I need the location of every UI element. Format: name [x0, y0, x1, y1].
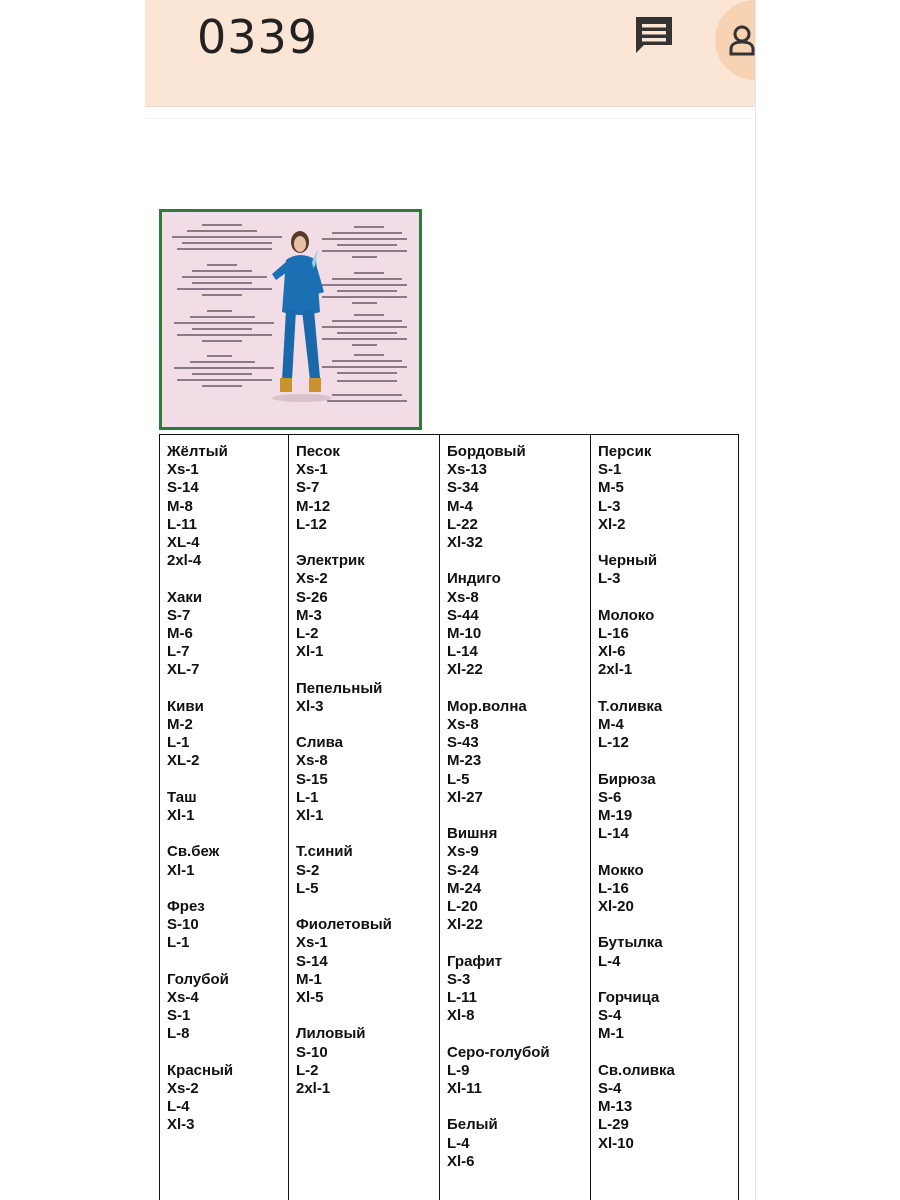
size-stock-line: S-7: [296, 479, 320, 497]
size-stock-line: L-5: [447, 770, 470, 788]
size-stock-line: L-12: [296, 515, 327, 533]
size-stock-line: Xl-22: [447, 661, 483, 679]
stock-column: [289, 435, 440, 1200]
product-photo[interactable]: [159, 209, 422, 430]
color-group: [447, 570, 590, 679]
color-name: Мор.волна: [447, 697, 527, 715]
size-stock-line: M-12: [296, 497, 331, 515]
size-stock-line: L-3: [598, 497, 621, 515]
color-name: Молоко: [598, 606, 655, 624]
size-stock-line: L-11: [447, 989, 478, 1007]
size-stock-line: S-7: [167, 606, 191, 624]
size-stock-line: S-15: [296, 770, 328, 788]
size-stock-line: S-2: [296, 861, 320, 879]
stock-column: [440, 435, 591, 1200]
size-stock-line: L-4: [447, 1134, 470, 1152]
color-name: Пепельный: [296, 679, 383, 697]
size-stock-line: M-8: [167, 497, 193, 515]
color-name: Бирюза: [598, 770, 656, 788]
size-stock-line: Xl-3: [296, 697, 324, 715]
color-name: Индиго: [447, 570, 501, 588]
size-stock-line: L-8: [167, 1025, 190, 1043]
size-stock-line: S-4: [598, 1079, 622, 1097]
color-name: Хаки: [167, 588, 203, 606]
color-name: Лиловый: [296, 1025, 366, 1043]
stock-column: [591, 435, 738, 1200]
size-stock-line: Xl-32: [447, 534, 483, 552]
size-stock-line: S-44: [447, 606, 479, 624]
color-group: [296, 443, 439, 534]
stock-table: [159, 434, 739, 1200]
size-stock-line: Xs-9: [447, 843, 479, 861]
size-stock-line: Xl-1: [167, 807, 195, 825]
color-name: Жёлтый: [167, 443, 228, 460]
size-stock-line: L-16: [598, 879, 629, 897]
stock-column: [160, 435, 289, 1200]
color-group: [598, 989, 738, 1044]
size-stock-line: S-34: [447, 479, 479, 497]
size-stock-line: L-1: [167, 934, 190, 952]
color-group: [296, 1025, 439, 1098]
color-group: [447, 698, 590, 807]
color-name: Серо-голубой: [447, 1043, 550, 1061]
color-group: [167, 789, 288, 825]
color-group: [167, 443, 288, 570]
color-name: Бутылка: [598, 934, 663, 952]
size-stock-line: L-14: [598, 825, 629, 843]
color-group: [447, 825, 590, 934]
size-stock-line: L-3: [598, 570, 621, 588]
size-stock-line: L-11: [167, 515, 198, 533]
color-name: Красный: [167, 1061, 234, 1079]
size-stock-line: Xs-13: [447, 461, 488, 479]
color-name: Фрез: [167, 898, 205, 915]
size-stock-line: Xl-10: [598, 1134, 634, 1152]
header-divider: [145, 118, 755, 119]
size-stock-line: Xl-3: [167, 1116, 195, 1134]
chat-button[interactable]: [629, 10, 679, 60]
color-group: [447, 1116, 590, 1171]
size-stock-line: Xl-22: [447, 916, 483, 934]
size-stock-line: S-26: [296, 588, 328, 606]
person-icon: [729, 24, 755, 56]
color-name: Черный: [598, 552, 658, 570]
color-name: Бордовый: [447, 443, 526, 460]
color-group: [598, 443, 738, 534]
color-group: [296, 680, 439, 716]
size-stock-line: S-14: [167, 479, 199, 497]
color-name: Вишня: [447, 825, 498, 843]
color-name: Горчица: [598, 988, 660, 1006]
color-group: [598, 862, 738, 917]
account-button[interactable]: [715, 0, 756, 80]
size-stock-line: M-13: [598, 1098, 633, 1116]
size-stock-line: Xl-1: [167, 861, 195, 879]
size-stock-line: L-14: [447, 643, 478, 661]
size-stock-line: XL-7: [167, 661, 200, 679]
color-name: Мокко: [598, 861, 644, 879]
color-name: Слива: [296, 734, 343, 752]
color-name: Т.синий: [296, 843, 353, 861]
color-group: [296, 734, 439, 825]
size-stock-line: XL-4: [167, 534, 200, 552]
size-stock-line: M-23: [447, 752, 482, 770]
color-group: [167, 698, 288, 771]
color-name: Белый: [447, 1116, 498, 1134]
size-stock-line: L-22: [447, 515, 478, 533]
size-stock-line: M-4: [447, 497, 473, 515]
size-stock-line: S-6: [598, 788, 622, 806]
size-stock-line: L-20: [447, 898, 478, 916]
color-group: [598, 934, 738, 970]
size-stock-line: M-5: [598, 479, 624, 497]
size-stock-line: M-1: [598, 1025, 624, 1043]
size-stock-line: Xl-8: [447, 1007, 475, 1025]
size-stock-line: S-14: [296, 952, 328, 970]
size-stock-line: M-2: [167, 716, 193, 734]
color-name: Электрик: [296, 552, 365, 570]
color-group: [447, 1044, 590, 1099]
size-stock-line: M-6: [167, 625, 193, 643]
size-stock-line: M-3: [296, 606, 322, 624]
color-group: [598, 552, 738, 588]
size-stock-line: Xs-1: [296, 461, 328, 479]
size-stock-line: 2xl-1: [296, 1080, 331, 1098]
size-stock-line: Xl-6: [598, 643, 626, 661]
size-stock-line: Xl-20: [598, 898, 634, 915]
size-stock-line: M-4: [598, 716, 624, 733]
size-stock-line: Xl-1: [296, 807, 324, 825]
size-stock-line: L-5: [296, 879, 319, 897]
size-stock-line: Xs-1: [296, 934, 328, 952]
color-name: Киви: [167, 697, 204, 715]
color-group: [167, 589, 288, 680]
size-stock-line: Xl-1: [296, 643, 324, 661]
size-stock-line: Xl-2: [598, 515, 626, 533]
size-stock-line: S-4: [598, 1007, 622, 1025]
top-app-bar: [145, 0, 755, 107]
size-stock-line: M-19: [598, 807, 633, 824]
color-name: Голубой: [167, 970, 229, 988]
size-stock-line: S-1: [167, 1007, 191, 1025]
size-stock-line: XL-2: [167, 752, 200, 770]
size-stock-line: L-16: [598, 625, 629, 642]
size-stock-line: Xs-2: [167, 1080, 199, 1097]
size-stock-line: S-1: [598, 461, 622, 479]
size-stock-line: Xs-4: [167, 989, 199, 1006]
color-group: [447, 953, 590, 1026]
color-group: [296, 552, 439, 661]
color-group: [296, 843, 439, 898]
size-stock-line: S-10: [296, 1043, 328, 1061]
color-name: Графит: [447, 952, 503, 970]
size-stock-line: L-2: [296, 1061, 319, 1079]
color-name: Персик: [598, 443, 652, 460]
size-stock-line: S-43: [447, 734, 479, 752]
size-stock-line: L-1: [296, 788, 319, 806]
color-group: [296, 916, 439, 1007]
size-stock-line: L-29: [598, 1116, 629, 1134]
size-stock-line: Xl-6: [447, 1152, 475, 1170]
color-group: [447, 443, 590, 552]
size-stock-line: S-3: [447, 970, 471, 988]
size-stock-line: Xl-11: [447, 1080, 483, 1098]
color-group: [598, 771, 738, 844]
color-group: [598, 698, 738, 753]
size-stock-line: M-1: [296, 970, 322, 988]
app-screen: [145, 0, 756, 1200]
color-group: [598, 607, 738, 680]
size-stock-line: Xs-8: [447, 716, 479, 734]
size-stock-line: Xl-5: [296, 989, 324, 1007]
size-stock-line: L-4: [598, 952, 621, 970]
color-name: Св.оливка: [598, 1061, 675, 1079]
size-stock-line: L-12: [598, 734, 629, 752]
size-stock-line: Xs-8: [296, 752, 328, 770]
color-name: Песок: [296, 443, 340, 460]
color-group: [167, 898, 288, 953]
chat-icon: [631, 12, 677, 58]
size-stock-line: Xl-27: [447, 788, 483, 806]
size-stock-line: 2xl-4: [167, 552, 202, 570]
color-name: Таш: [167, 788, 197, 806]
size-stock-line: L-4: [167, 1098, 190, 1116]
color-group: [167, 843, 288, 879]
size-stock-line: Xs-1: [167, 461, 199, 479]
size-stock-line: L-1: [167, 734, 190, 752]
size-stock-line: Xs-2: [296, 570, 328, 588]
size-stock-line: Xs-8: [447, 588, 479, 606]
size-stock-line: S-10: [167, 916, 199, 934]
size-stock-line: L-9: [447, 1061, 470, 1079]
size-stock-line: S-24: [447, 861, 479, 879]
color-name: Т.оливка: [598, 697, 663, 715]
color-group: [598, 1062, 738, 1153]
size-stock-line: M-10: [447, 625, 482, 643]
size-stock-line: L-7: [167, 643, 190, 661]
size-stock-line: 2xl-1: [598, 661, 633, 679]
size-stock-line: L-2: [296, 625, 319, 643]
color-name: Фиолетовый: [296, 916, 392, 934]
size-stock-line: M-24: [447, 879, 482, 897]
page-title: 0339: [197, 10, 319, 64]
color-name: Св.беж: [167, 843, 220, 861]
color-group: [167, 1062, 288, 1135]
color-group: [167, 971, 288, 1044]
